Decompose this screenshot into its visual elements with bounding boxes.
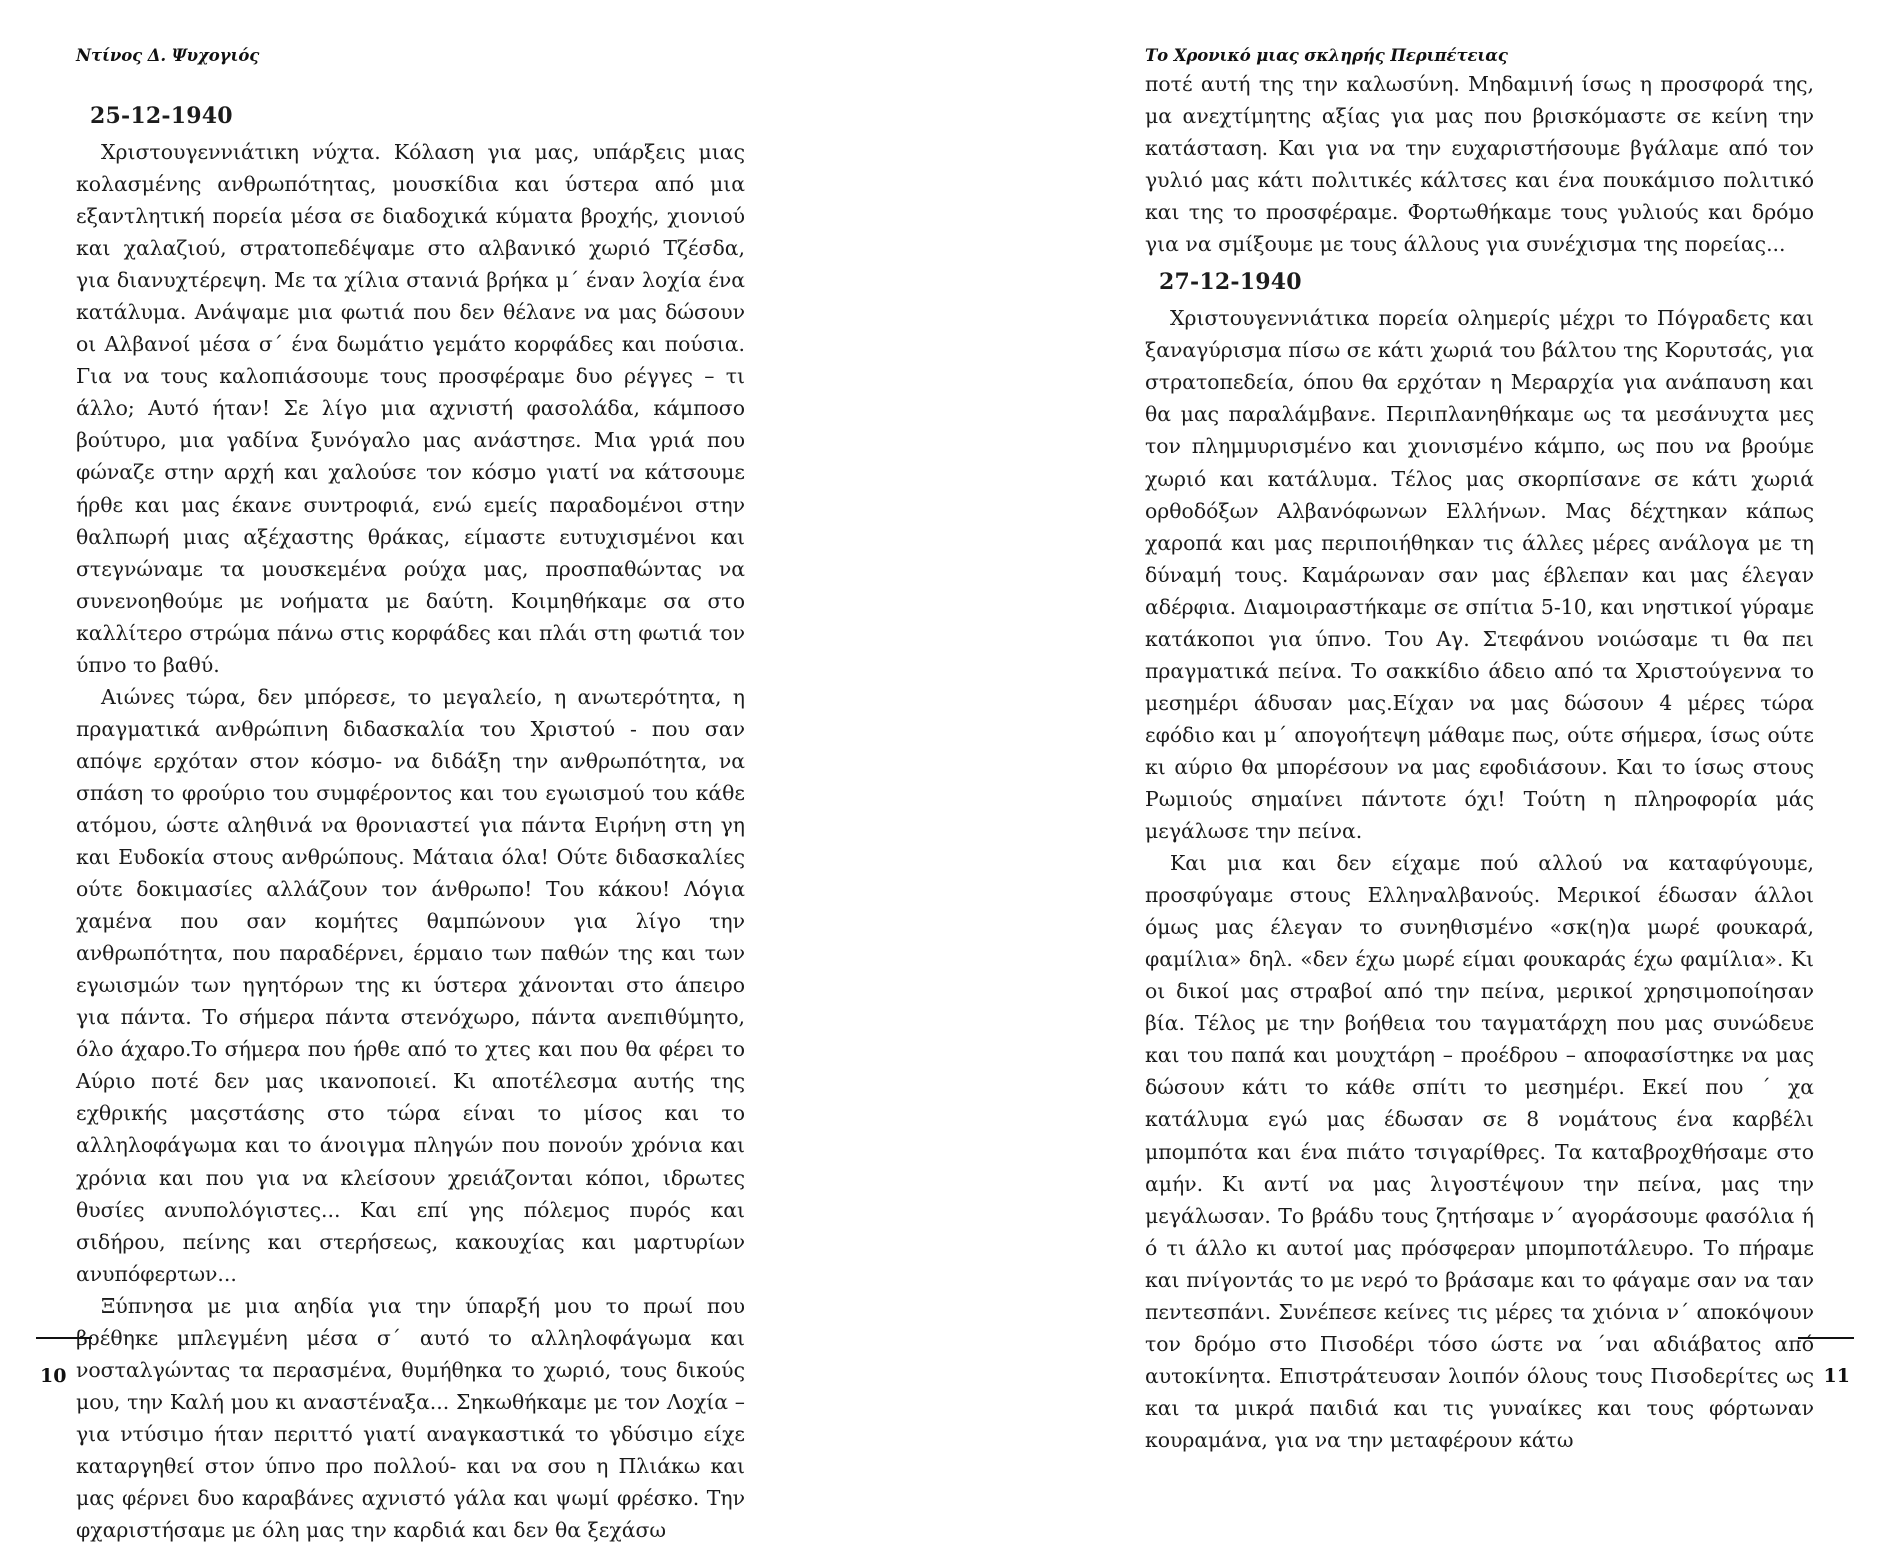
page-verso — [0, 0, 945, 1543]
folio-rule — [1798, 1337, 1854, 1339]
page-number: 11 — [1823, 1365, 1850, 1387]
running-head-author: Ντίνος Δ. Ψυχογιός — [76, 46, 260, 65]
paragraph-continuation: ποτέ αυτή της την καλωσύνη. Μηδαμινή ίσως η προσφορά της, μα ανεχτίμητης αξίας για μας που βρισκόμαστε σε κείνη την κατάσταση. Και για να την ευχαριστήσουμε βγάλαμε από τον γυλιό μας κάτι πολιτικές κάλτσες και ένα πουκάμισο πολιτικό και της το προσφέραμε. Φορτωθήκαμε τους γυλιούς και δρόμο για να σμίξουμε με τους άλλους για συνέχισμα της πορείας... — [1145, 72, 1814, 257]
page-number: 10 — [40, 1365, 67, 1387]
running-head-title: Το Χρονικό μιας σκληρής Περιπέτειας — [1145, 46, 1508, 65]
page-recto — [945, 0, 1890, 1452]
text-column-right — [1145, 68, 1814, 1456]
text-column-left — [76, 100, 745, 1546]
folio-rule — [36, 1337, 92, 1339]
diary-date-heading: 25-12-1940 — [90, 103, 233, 129]
paragraph: Χριστουγεννιάτικη νύχτα. Κόλαση για μας, υπάρξεις μιας κολασμένης ανθρωπότητας, μουσκίδια και ύστερα από μια εξαντλητική πορεία μέσα σε διαδοχικά κύματα βροχής, χιονιού και χαλαζιού, στρατοπεδέψαμε στο αλβανικό χωριό Τζέσδα, για διανυχτέρεψη. Με τα χίλια στανιά βρήκα μ΄ έναν λοχία ένα κατάλυμα. Ανάψαμε μια φωτιά που δεν θέλανε να μας δώσουν οι Αλβανοί μέσα σ΄ ένα δωμάτιο γεμάτο κορφάδες και πούσια. Για να τους καλοπιάσουμε τους προσφέραμε δυο ρέγγες – τι άλλο; Αυτό ήταν! Σε λίγο μια αχνιστή φασολάδα, κάμποσο βούτυρο, μια γαδίνα ξυνόγαλο μας ανάστησε. Μια γριά που φώναζε στην αρχή και χαλούσε τον κόσμο γιατί να κάτσουμε ήρθε και μας έκανε συντροφιά, ενώ εμείς παραδομένοι στην θαλπωρή μιας αξέχαστης θράκας, είμαστε ευτυχισμένοι και στεγνώναμε τα μουσκεμένα ρούχα μας, προσπαθώντας να συνενοηθούμε με νοήματα με δαύτη. Κοιμηθήκαμε σα στο καλλίτερο στρώμα πάνω στις κορφάδες και πλάι στη φωτιά τον ύπνο το βαθύ. — [76, 140, 745, 677]
paragraph: Ξύπνησα με μια αηδία για την ύπαρξή μου το πρωί που βρέθηκε μπλεγμένη μέσα σ΄ αυτό το αλληλοφάγωμα και νοσταλγώντας τα περασμένα, θυμήθηκα το χωριό, τους δικούς μου, την Καλή μου κι αναστέναξα... Σηκωθήκαμε με τον Λοχία – για ντύσιμο ήταν περιττό γιατί αναγκαστικά το γδύσιμο είχε καταργηθεί στον ύπνο προ πολλού- και να σου η Πλιάκω και μας φέρνει δυο καραβάνες αχνιστό γάλα και ψωμί φρέσκο. Την φχαριστήσαμε με όλη μας την καρδιά και δεν θα ξεχάσω — [76, 1293, 745, 1543]
paragraph: Αιώνες τώρα, δεν μπόρεσε, το μεγαλείο, η ανωτερότητα, η πραγματικά ανθρώπινη διδασκαλία του Χριστού - που σαν απόψε ερχόταν στον κόσμο- να διδάξη την ανθρωπότητα, να σπάση το φρούριο του συμφέροντος και του εγωισμού του κάθε ατόμου, ώστε αληθινά να θρονιαστεί για πάντα Ειρήνη στη γη και Ευδοκία στους ανθρώπους. Μάταια όλα! Ούτε διδασκαλίες ούτε δοκιμασίες αλλάζουν τον άνθρωπο! Του κάκου! Λόγια χαμένα που σαν κομήτες θαμπώνουν για λίγο την ανθρωπότητα, που παραδέρνει, έρμαιο των παθών της και των εγωισμών των ηγητόρων της κι ύστερα χάνονται στο άπειρο για πάντα. Το σήμερα πάντα στενόχωρο, πάντα ανεπιθύμητο, όλο άχαρο.Το σήμερα που ήρθε από το χτες και που θα φέρει το Αύριο ποτέ δεν μας ικανοποιεί. Κι αποτέλεσμα αυτής της εχθρικής μαςστάσης στο τώρα είναι το μίσος και το αλληλοφάγωμα και το άνοιγμα πληγών που πονούν χρόνια και χρόνια και που για να κλείσουν χρειάζονται κόποι, ιδρωτες θυσίες ανυπολόγιστες... Και επί γης πόλεμος πυρός και σιδήρου, πείνης και στερήσεως, κακουχίας και μαρτυρίων ανυπόφερτων... — [76, 684, 745, 1286]
diary-date-heading: 27-12-1940 — [1159, 269, 1302, 296]
paragraph: Και μια και δεν είχαμε πού αλλού να καταφύγουμε, προσφύγαμε στους Ελληναλβανούς. Μερικοί έδωσαν άλλοι όμως μας έλεγαν το συνηθισμένο «σκ(η)α μωρέ φουκαρά, φαμίλια» δηλ. «δεν έχω μωρέ είμαι φουκαράς έχω φαμίλια». Κι οι δικοί μας στραβοί από την πείνα, μερικοί χρησιμοποίησαν βία. Τέλος με την βοήθεια του ταγματάρχη που μας συνώδευε και του παπά και μουχτάρη – προέδρου – αποφασίστηκε να μας δώσουν κάτι το κάθε σπίτι το μεσημέρι. Εκεί που ΄ χα κατάλυμα εγώ μας έδωσαν σε 8 νομάτους ένα καρβέλι μπομπότα και ένα πιάτο τσιγαρίθρες. Τα καταβροχθήσαμε στο αμήν. Κι αντί να μας λιγοστέψουν την πείνα, μας την μεγάλωσαν. Το βράδυ τους ζητήσαμε ν΄ αγοράσουμε φασόλια ή ό τι άλλο κι αυτοί μας πρόσφεραν μπομποτάλευρο. Το πήραμε και πνίγοντάς το με νερό το βράσαμε και το φάγαμε σαν να ταν πεντεσπάνι. Συνέπεσε κείνες τις μέρες τα χιόνια ν΄ αποκόψουν τον δρόμο στο Πισοδέρι τόσο ώστε να ΄ναι αδιάβατος από αυτοκίνητα. Επιστράτευσαν λοιπόν όλους τους Πισοδερίτες ως και τα μικρά παιδιά και τις γυναίκες και τους φόρτωναν κουραμάνα, για να την μεταφέρουν κάτω — [1145, 851, 1814, 1452]
paragraph: Χριστουγεννιάτικα πορεία ολημερίς μέχρι το Πόγραδετς και ξαναγύρισμα πίσω σε κάτι χωριά του βάλτου της Κορυτσάς, για στρατοπεδεία, όπου θα ερχόταν η Μεραρχία για ανάπαυση και θα μας παραλάμβανε. Περιπλανηθήκαμε ως τα μεσάνυχτα μες τον πλημμυρισμένο και χιονισμένο κάμπο, ως που να βρούμε χωριό και κατάλυμα. Τέλος μας σκορπίσανε σε κάτι χωριά ορθοδόξων Αλβανόφωνων Ελλήνων. Μας δέχτηκαν κάπως χαροπά και μας περιποιήθηκαν τις άλλες μέρες ανάλογα με τη δύναμή τους. Καμάρωναν σαν μας έβλεπαν και μας έλεγαν αδέρφια. Διαμοιραστήκαμε σε σπίτια 5-10, και νηστικοί γύραμε κατάκοποι για ύπνο. Του Αγ. Στεφάνου νοιώσαμε τι θα πει πραγματικά πείνα. Το σακκίδιο άδειο από τα Χριστούγεννα το μεσημέρι άδυσαν μας.Είχαν να μας δώσουν 4 μέρες τώρα εφόδιο και μ΄ απογοήτεψη μάθαμε πως, ούτε σήμερα, ίσως ούτε κι αύριο θα μπορέσουν να μας εφοδιάσουν. Και το ίσως στους Ρωμιούς σημαίνει πάντοτε όχι! Τούτη η πληροφορία μάς μεγάλωσε την πείνα. — [1145, 306, 1814, 844]
